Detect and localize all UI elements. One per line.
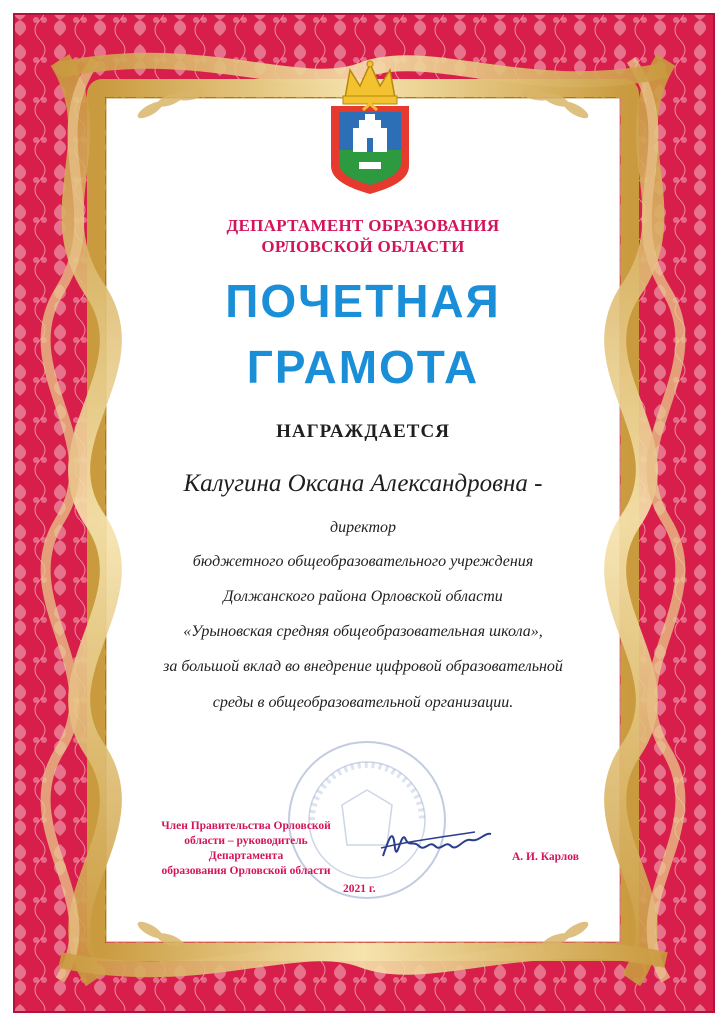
department-title-line2: ОРЛОВСКОЙ ОБЛАСТИ	[261, 237, 465, 256]
signatory-name: А. И. Карлов	[512, 851, 579, 863]
awarded-label: НАГРАЖДАЕТСЯ	[276, 421, 450, 442]
citation-line: Должанского района Орловской области	[223, 588, 503, 605]
certificate-title-line1: ПОЧЕТНАЯ	[225, 275, 501, 327]
citation-line: «Урыновская средняя общеобразовательная школа»,	[183, 623, 543, 640]
citation-line: среды в общеобразовательной организации.	[212, 694, 514, 711]
signatory-role-line1: Член Правительства Орловской	[161, 820, 331, 832]
department-title-line1: ДЕПАРТАМЕНТ ОБРАЗОВАНИЯ	[226, 216, 500, 235]
handwritten-signature	[375, 818, 495, 868]
certificate-title-line2: ГРАМОТА	[246, 341, 480, 393]
citation-line: за большой вклад во внедрение цифровой образовательной	[163, 658, 563, 675]
citation-line: бюджетного общеобразовательного учреждения	[192, 553, 534, 570]
signatory-role-line3: образования Орловской области	[161, 865, 331, 877]
issue-year: 2021 г.	[343, 883, 376, 895]
recipient-position: директор	[329, 519, 397, 536]
signatory-role-line2: области – руководитель Департамента	[184, 835, 308, 862]
signatory-role	[146, 819, 346, 879]
recipient-name: Калугина Оксана Александровна -	[183, 470, 543, 497]
